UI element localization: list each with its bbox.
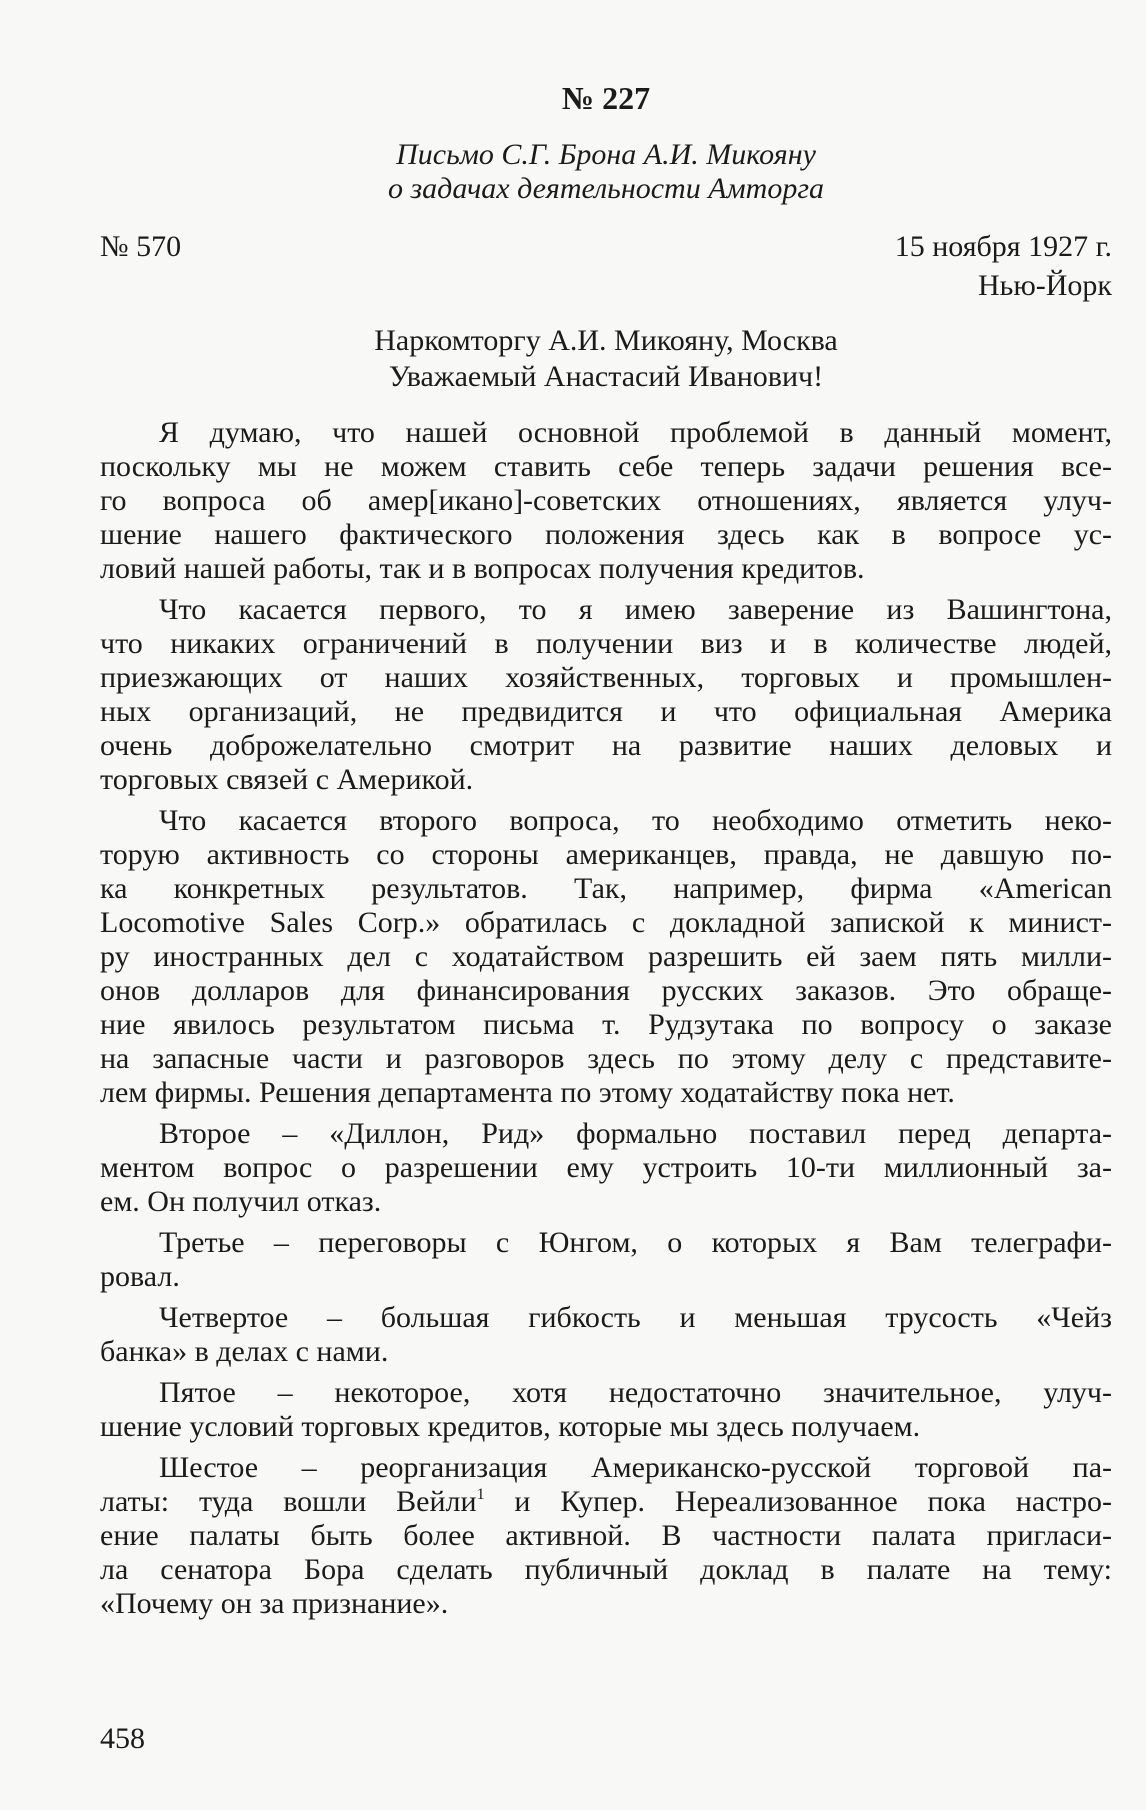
line-text: ментом вопрос о разрешении ему устроить 10-ти миллионный за- <box>100 1151 1112 1184</box>
footnote-marker: 1 <box>476 1486 485 1503</box>
line-text: шение условий торговых кредитов, которые мы здесь получаем. <box>100 1410 921 1443</box>
text-line <box>100 1587 1112 1621</box>
text-line <box>100 1485 1112 1519</box>
text-line <box>100 1042 1112 1076</box>
page-number: 458 <box>100 1722 145 1755</box>
text-line <box>100 627 1112 661</box>
line-text: на запасные части и разговоров здесь по этому делу с представите- <box>100 1042 1112 1075</box>
line-text: Locomotive Sales Corp.» обратилась с докладной запиской к минист- <box>100 906 1112 939</box>
text-line <box>100 1008 1112 1042</box>
line-text: ем. Он получил отказ. <box>100 1185 382 1218</box>
line-text: шение нашего фактического положения здесь как в вопросе ус- <box>100 518 1112 551</box>
line-text: и Купер. Нереализованное пока настро- <box>484 1485 1112 1518</box>
text-line <box>100 1117 1112 1151</box>
letter-date: 15 ноября 1927 г. <box>894 230 1112 263</box>
line-text: ние явилось результатом письма т. Рудзутака по вопросу о заказе <box>100 1008 1112 1041</box>
registration-number: № 570 <box>100 230 182 263</box>
paragraph <box>100 804 1112 1110</box>
line-text: латы: туда вошли Вейли <box>100 1485 477 1518</box>
text-line <box>100 872 1112 906</box>
line-text: Что касается первого, то я имею заверение из Вашингтона, <box>159 593 1112 626</box>
line-text: приезжающих от наших хозяйственных, торговых и промышлен- <box>100 661 1112 694</box>
letter-body <box>100 416 1112 1621</box>
document-title-line-2: о задачах деятельности Амторга <box>387 172 825 205</box>
line-text: Третье – переговоры с Юнгом, о которых я Вам телеграфи- <box>159 1226 1112 1259</box>
line-text: Пятое – некоторое, хотя недостаточно значительное, улуч- <box>159 1376 1112 1409</box>
text-line <box>100 661 1112 695</box>
line-text: торговых связей с Америкой. <box>100 763 474 796</box>
text-line <box>100 593 1112 627</box>
line-text: ла сенатора Бора сделать публичный доклад в палате на тему: <box>100 1553 1112 1586</box>
line-text: го вопроса об амер[икано]-советских отношениях, является улуч- <box>100 484 1112 517</box>
paragraph <box>100 1451 1112 1621</box>
text-line <box>100 1151 1112 1185</box>
line-text: ка конкретных результатов. Так, например, фирма «American <box>100 872 1112 905</box>
document-number: № 227 <box>561 80 651 116</box>
line-text: Второе – «Диллон, Рид» формально поставил перед департа- <box>159 1117 1112 1150</box>
text-line <box>100 1076 1112 1110</box>
line-text: Я думаю, что нашей основной проблемой в данный момент, <box>159 416 1112 449</box>
text-line <box>100 804 1112 838</box>
paragraph <box>100 1226 1112 1294</box>
text-line <box>100 1185 1112 1219</box>
salutation: Уважаемый Анастасий Иванович! <box>388 360 824 393</box>
paragraph <box>100 416 1112 586</box>
line-text: лем фирмы. Решения департамента по этому ходатайству пока нет. <box>100 1076 955 1109</box>
text-line <box>100 763 1112 797</box>
text-line <box>100 1451 1112 1485</box>
line-text: банка» в делах с нами. <box>100 1335 389 1368</box>
paragraph <box>100 1376 1112 1444</box>
line-text: «Почему он за признание». <box>100 1587 449 1620</box>
text-line <box>100 974 1112 1008</box>
text-line <box>100 552 1112 586</box>
line-text: ру иностранных дел с ходатайством разрешить ей заем пять милли- <box>100 940 1112 973</box>
line-text: ровал. <box>100 1260 180 1293</box>
line-text: онов долларов для финансирования русских заказов. Это обраще- <box>100 974 1112 1007</box>
text-line <box>100 416 1112 450</box>
line-text: ных организаций, не предвидится и что официальная Америка <box>100 695 1112 728</box>
paragraph <box>100 1301 1112 1369</box>
line-text: Четвертое – большая гибкость и меньшая трусость «Чейз <box>159 1301 1112 1334</box>
text-line <box>100 1260 1112 1294</box>
line-text: что никаких ограничений в получении виз и в количестве людей, <box>100 627 1112 660</box>
text-line <box>100 1335 1112 1369</box>
text-line <box>100 838 1112 872</box>
text-line <box>100 1410 1112 1444</box>
text-line <box>100 484 1112 518</box>
addressee: Наркомторгу А.И. Микояну, Москва <box>374 324 838 357</box>
paragraph <box>100 1117 1112 1219</box>
paragraph <box>100 593 1112 797</box>
text-line <box>100 729 1112 763</box>
text-line <box>100 906 1112 940</box>
line-text: Что касается второго вопроса, то необходимо отметить неко- <box>159 804 1112 837</box>
text-line <box>100 1301 1112 1335</box>
text-line <box>100 695 1112 729</box>
line-text: Шестое – реорганизация Американско-русской торговой па- <box>159 1451 1112 1484</box>
line-text: ловий нашей работы, так и в вопросах получения кредитов. <box>100 552 865 585</box>
text-line <box>100 1226 1112 1260</box>
line-text: очень доброжелательно смотрит на развитие наших деловых и <box>100 729 1112 762</box>
line-text: поскольку мы не можем ставить себе теперь задачи решения все- <box>100 450 1112 483</box>
line-text: торую активность со стороны американцев, правда, не давшую по- <box>100 838 1112 871</box>
text-line <box>100 1553 1112 1587</box>
text-line <box>100 450 1112 484</box>
document-title-line-1: Письмо С.Г. Брона А.И. Микояну <box>396 138 816 171</box>
text-line <box>100 1519 1112 1553</box>
text-line <box>100 940 1112 974</box>
line-text: ение палаты быть более активной. В частности палата пригласи- <box>100 1519 1112 1552</box>
letter-place: Нью-Йорк <box>978 269 1112 302</box>
text-line <box>100 518 1112 552</box>
text-line <box>100 1376 1112 1410</box>
